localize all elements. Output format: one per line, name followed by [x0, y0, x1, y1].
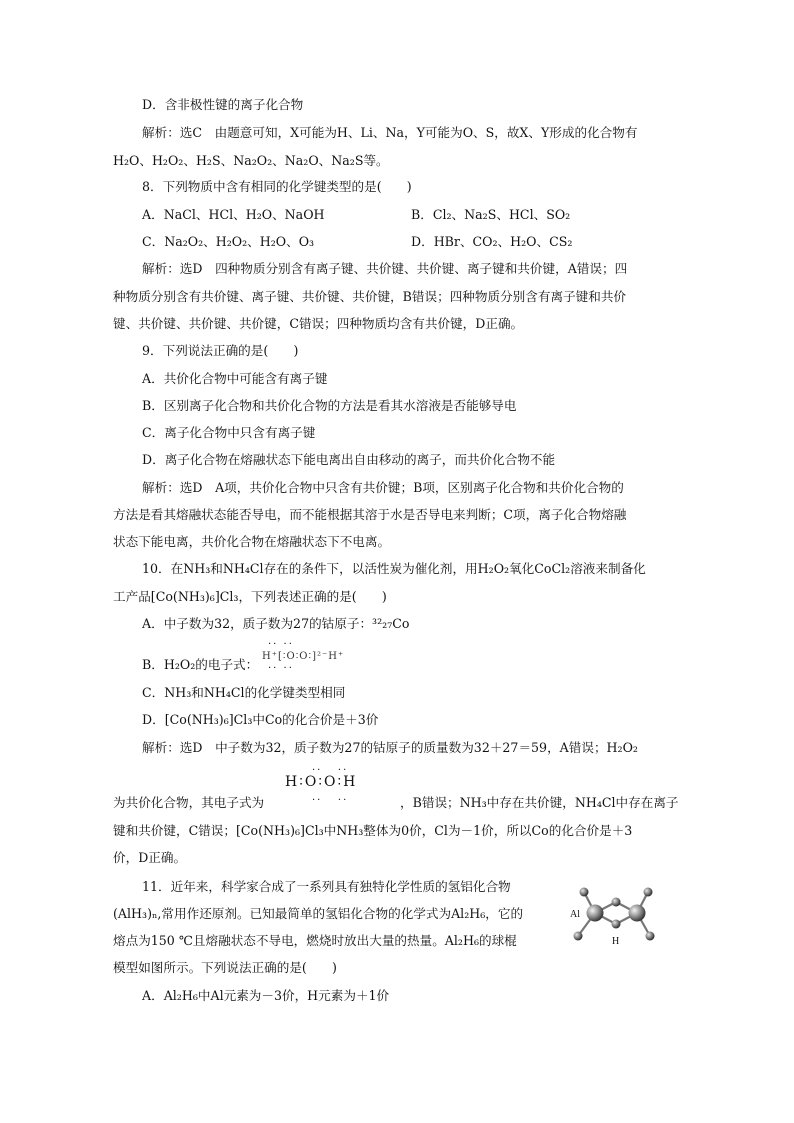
- q11-stem-line-2: (AlH₃)ₙ,常用作还原剂。已知最简单的氢铝化合物的化学式为Al₂H₆，它的: [113, 906, 524, 921]
- q10-stem-line-1: 10．在NH₃和NH₄Cl存在的条件下，以活性炭为催化剂，用H₂O₂氧化CoCl₂溶液来制备化: [142, 561, 646, 576]
- electron-dots-top: ·· ··: [268, 639, 294, 650]
- q10-option-b: B．H₂O₂的电子式：: [142, 657, 259, 672]
- label-h: H: [612, 936, 620, 947]
- q10-analysis-line-3: 键和共价键，C错误；[Co(NH₃)₆]Cl₃中NH₃整体为0价，Cl为－1价，所以Co的化合价是＋3: [113, 823, 633, 838]
- q8-option-d: D．HBr、CO₂、H₂O、CS₂: [411, 234, 573, 249]
- q8-option-c: C．Na₂O₂、H₂O₂、H₂O、O₃: [142, 234, 315, 249]
- q8-option-b: B．Cl₂、Na₂S、HCl、SO₂: [411, 207, 571, 222]
- q9-option-a: A．共价化合物中可能含有离子键: [142, 371, 328, 386]
- q7-option-d: D．含非极性键的离子化合物: [142, 97, 304, 112]
- q11-stem-line-3: 熔点为150 ℃且熔融状态不导电，燃烧时放出大量的热量。Al₂H₆的球棍: [113, 933, 517, 948]
- q9-analysis-line-2: 方法是看其熔融状态能否导电，而不能根据其溶于水是否导电来判断；C项，离子化合物熔融: [113, 507, 627, 522]
- al2h6-ball-stick-model: [568, 878, 668, 950]
- label-al: Al: [570, 909, 580, 920]
- hydrogen-atom: [612, 898, 621, 907]
- aluminum-atom: [587, 905, 604, 922]
- electron-dots-bottom: ·· ··: [268, 663, 294, 674]
- q8-analysis-line-2: 种物质分别含有共价键、离子键、共价键、共价键，B错误；四种物质分别含有离子键和共价: [113, 289, 627, 304]
- hydrogen-atom: [574, 932, 583, 941]
- q10-option-a: A．中子数为32，质子数为27的钴原子：³²₂₇Co: [142, 616, 410, 631]
- q10-option-d: D．[Co(NH₃)₆]Cl₃中Co的化合价是＋3价: [142, 712, 379, 727]
- q11-stem-line-1: 11．近年来，科学家合成了一系列具有独特化学性质的氢铝化合物: [142, 879, 511, 894]
- q9-analysis-line-1: 解析：选D A项，共价化合物中只含有共价键；B项，区别离子化合物和共价化合物的: [142, 480, 624, 495]
- q10-analysis-line-1: 解析：选D 中子数为32，质子数为27的钴原子的质量数为32＋27＝59，A错误；H₂O₂: [142, 740, 638, 755]
- hydrogen-atom: [644, 888, 653, 897]
- q9-option-d: D．离子化合物在熔融状态下能电离出自由移动的离子，而共价化合物不能: [142, 452, 556, 467]
- q8-analysis-line-1: 解析：选D 四种物质分别含有离子键、共价键、共价键、离子键和共价键，A错误；四: [142, 261, 628, 276]
- q8-analysis-line-3: 键、共价键、共价键、共价键，C错误；四种物质均含有共价键，D正确。: [113, 316, 524, 331]
- q10-analysis-line-4: 价，D正确。: [113, 850, 187, 865]
- h2o2-wrong-electron-formula: H⁺[∶O∶O∶]²⁻H⁺: [262, 651, 345, 662]
- hydrogen-atom: [612, 920, 621, 929]
- q9-option-b: B．区别离子化合物和共价化合物的方法是看其水溶液是否能够导电: [142, 398, 517, 413]
- q9-stem: 9．下列说法正确的是( ): [142, 343, 299, 358]
- q10-analysis-line-2b: ，B错误；NH₃中存在共价键，NH₄Cl中存在离子: [400, 795, 679, 810]
- hydrogen-atom: [580, 888, 589, 897]
- q10-option-c: C．NH₃和NH₄Cl的化学键类型相同: [142, 685, 346, 700]
- q7-analysis-line-2: H₂O、H₂O₂、H₂S、Na₂O₂、Na₂O、Na₂S等。: [113, 153, 389, 168]
- q9-analysis-line-3: 状态下能电离，共价化合物在熔融状态下不电离。: [113, 534, 391, 549]
- aluminum-atom: [629, 905, 646, 922]
- hydrogen-atom: [646, 932, 655, 941]
- q8-stem: 8．下列物质中含有相同的化学键类型的是( ): [142, 179, 412, 194]
- struct-dots-top: ·· ··: [312, 765, 349, 776]
- q10-analysis-line-2a: 为共价化合物，其电子式为: [113, 795, 265, 810]
- h2o2-electron-formula: H∶O∶O∶H: [285, 774, 358, 790]
- q11-stem-line-4: 模型如图所示。下列说法正确的是( ): [113, 960, 337, 975]
- q10-stem-line-2: 工产品[Co(NH₃)₆]Cl₃，下列表述正确的是( ): [113, 589, 387, 604]
- struct-dots-bottom: ·· ··: [312, 795, 349, 806]
- q8-option-a: A．NaCl、HCl、H₂O、NaOH: [142, 207, 325, 222]
- q11-option-a: A．Al₂H₆中Al元素为－3价，H元素为＋1价: [142, 988, 390, 1003]
- q9-option-c: C．离子化合物中只含有离子键: [142, 425, 316, 440]
- q7-analysis-line-1: 解析：选C 由题意可知，X可能为H、Li、Na，Y可能为O、S，故X、Y形成的化合物有: [142, 125, 638, 140]
